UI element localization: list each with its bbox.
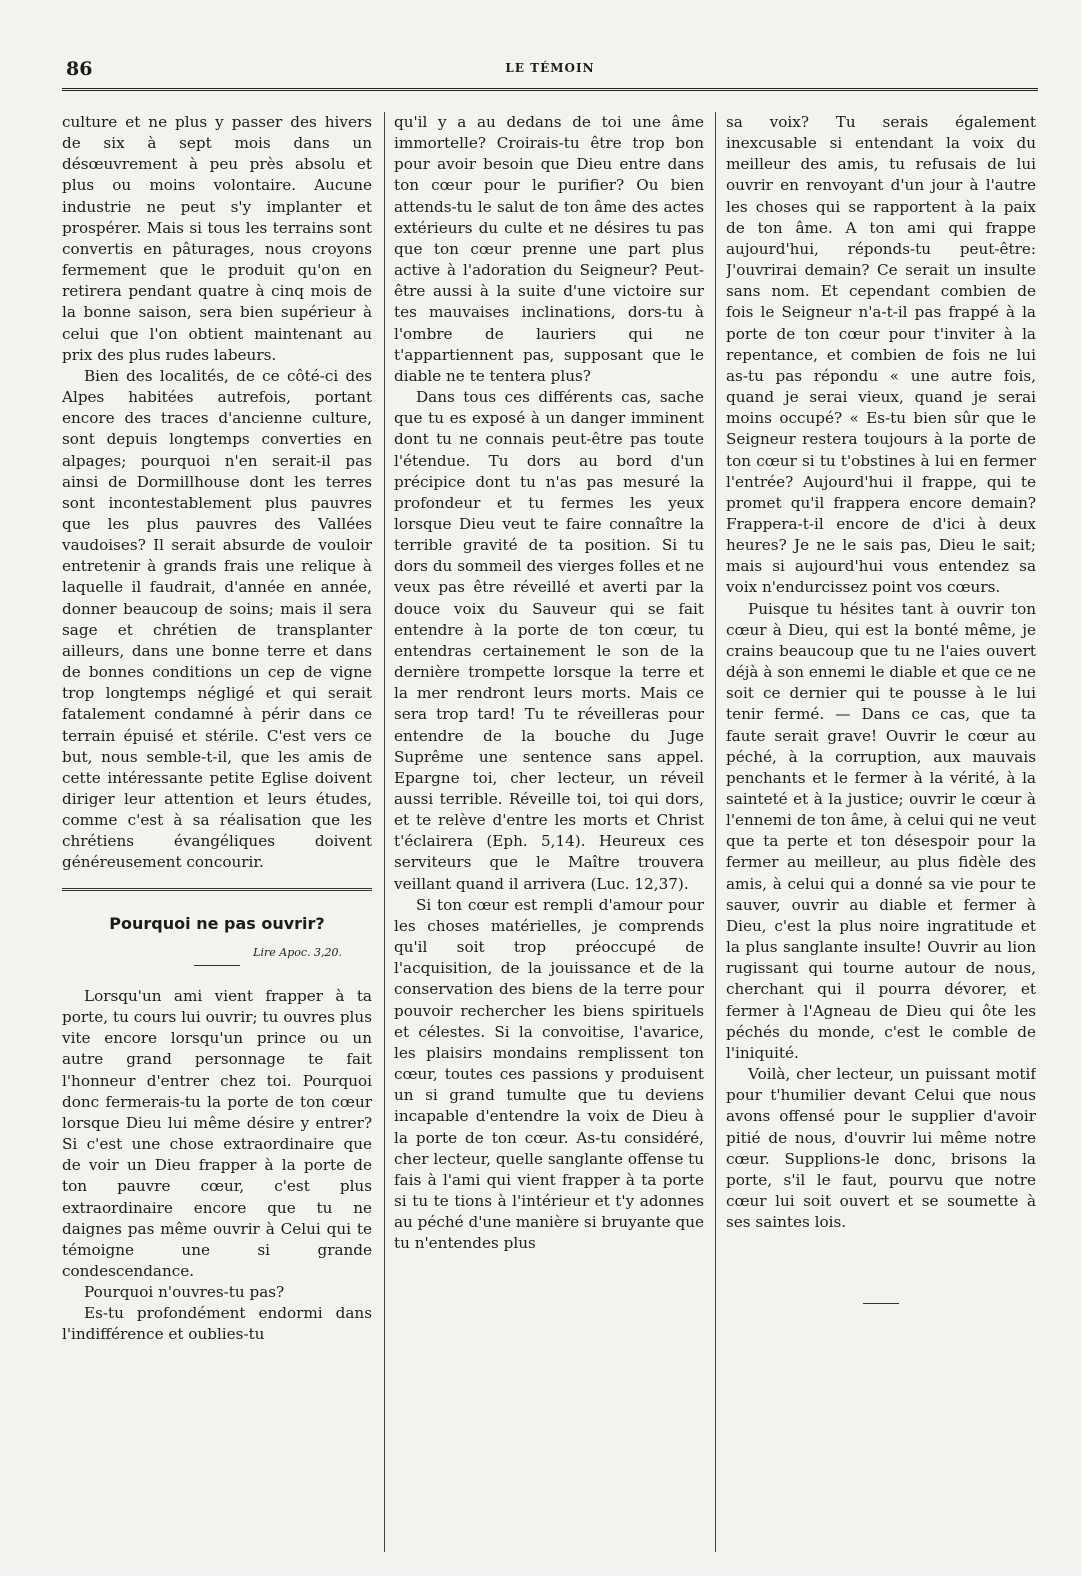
paragraph: Si ton cœur est rempli d'amour pour les choses matérielles, je comprends qu'il soit trop préoccupé de l'acquisition, de la jouissance et de la conservation des biens de la terre pour pouvoir rechercher les biens spirituels et célestes. Si la convoitise, l'avarice, les plaisirs mondains remplissent ton cœur, toutes ces passions y produisent un si grand tumulte que tu deviens incapable d'entendre la voix de Dieu à la porte de ton cœur. As-tu considéré, cher lecteur, quelle sanglante offense tu fais à l'ami qui vient frapper à ta porte si tu te tions à l'intérieur et t'y adonnes au péché d'une manière si bruyante que tu n'entendes plus: [394, 895, 704, 1253]
paragraph: Dans tous ces différents cas, sache que tu es exposé à un danger imminent dont tu ne connais peut-être pas toute l'étendue. Tu dors au bord d'un précipice dont tu n'as pas mesuré la profondeur et tu fermes les yeux lorsque Dieu veut te faire connaître la terrible gravité de ta position. Si tu dors du sommeil des vierges folles et ne veux pas être réveillé et averti par la douce voix du Sauveur qui se fait entendre à la porte de ton cœur, tu entendras certainement le son de la dernière trompette lorsque la terre et la mer rendront leurs morts. Mais ce sera trop tard! Tu te réveilleras pour entendre de la bouche du Juge Suprême une sentence sans appel. Epargne toi, cher lecteur, un réveil aussi terrible. Réveille toi, toi qui dors, et te relève d'entre les morts et Christ t'éclairera (Eph. 5,14). Heureux ces serviteurs que le Maître trouvera veillant quand il arrivera (Luc. 12,37).: [394, 388, 704, 893]
scripture-reference: Lire Apoc. 3,20.: [253, 945, 342, 959]
column-divider: [715, 112, 716, 1552]
paragraph: Pourquoi n'ouvres-tu pas?: [84, 1283, 285, 1302]
column-divider: [384, 112, 385, 1552]
paragraph: sa voix? Tu serais également inexcusable si entendant la voix du meilleur des amis, tu refusais de lui ouvrir en renvoyant d'un jour à l'autre les choses qui se rapportent à la paix de ton âme. A ton ami qui frappe aujourd'hui, réponds-tu peut-être: J'ouvrirai demain? Ce serait un insulte sans nom. Et cependant combien de fois le Seigneur n'a-t-il pas frappé à la porte de ton cœur pour t'inviter à la repentance, et combien de fois ne lui as-tu pas répondu « une autre fois, quand je serai vieux, quand je serai moins occupé? « Es-tu bien sûr que le Seigneur restera toujours à la porte de ton cœur si tu t'obstines à lui en fermer l'entrée? Aujourd'hui il frappe, qui te promet qu'il frappera encore demain? Frappera-t-il encore de d'ici à deux heures? Je ne le sais pas, Dieu le sait; mais si aujourd'hui vous entendez sa voix n'endurcissez point vos cœurs.: [726, 113, 1036, 597]
paragraph: Voilà, cher lecteur, un puissant motif pour t'humilier devant Celui que nous avons offensé pour le supplier d'avoir pitié de nous, d'ouvrir lui même notre cœur. Supplions-le donc, brisons la porte, s'il le faut, pourvu que notre cœur lui soit ouvert et se soumette à ses saintes lois.: [726, 1065, 1036, 1232]
page-number: 86: [66, 58, 93, 80]
paragraph: Puisque tu hésites tant à ouvrir ton cœur à Dieu, qui est la bonté même, je crains beaucoup que tu ne l'aies ouvert déjà à son ennemi le diable et que ce ne soit ce dernier qui te pousse à le lui tenir fermé. — Dans ce cas, que ta faute serait grave! Ouvrir le cœur au péché, à la corruption, aux mauvais penchants et le fermer à la vérité, à la sainteté et à la justice; ouvrir le cœur à l'ennemi de ton âme, à celui qui ne veut que ta perte et ton désespoir pour la fermer au meilleur, au plus fidèle des amis, à celui qui a donné sa vie pour te sauver, ouvrir au diable et fermer à Dieu, c'est la plus noire ingratitude et la plus sanglante insulte! Ouvrir au lion rugissant qui tourne autour de nous, cherchant qui il pourra dévorer, et fermer à l'Agneau de Dieu qui ôte les péchés du monde, c'est le comble de l'iniquité.: [726, 599, 1036, 1062]
paragraph: Bien des localités, de ce côté-ci des Alpes habitées autrefois, portant encore des traces d'ancienne culture, sont depuis longtemps converties en alpages; pourquoi n'en serait-il pas ainsi de Dormillhouse dont les terres sont incontestablement plus pauvres que les plus pauvres des Vallées vaudoises? Il serait absurde de vouloir entretenir à grands frais une relique à laquelle il faudrait, d'année en année, donner beaucoup de soins; mais il sera sage et chrétien de transplanter ailleurs, dans une bonne terre et dans de bonnes conditions un cep de vigne trop longtemps négligé et qui serait fatalement condamné à périr dans ce terrain épuisé et stérile. C'est vers ce but, nous semble-t-il, que les amis de cette intéressante petite Eglise doivent diriger leur attention et leurs études, comme c'est à sa réalisation que les chrétiens évangéliques doivent généreusement concourir.: [62, 366, 372, 872]
paragraph: culture et ne plus y passer des hivers de six à sept mois dans un désœuvrement à peu près absolu et plus ou moins volontaire. Aucune industrie ne peut s'y implanter et prospérer. Mais si tous les terrains sont convertis en pâturages, nous croyons fermement que le produit qu'on en retirera pendant quatre à cinq mois de la bonne saison, sera bien supérieur à celui que l'on obtient maintenant au prix des plus rudes labeurs.: [62, 113, 372, 364]
article-title: Pourquoi ne pas ouvrir?: [109, 913, 325, 933]
end-rule: [863, 1303, 899, 1304]
journal-title: LE TÉMOIN: [505, 61, 595, 75]
column-3: [726, 112, 1036, 1552]
paragraph: qu'il y a au dedans de toi une âme immortelle? Croirais-tu être trop bon pour avoir besoin que Dieu entre dans ton cœur pour le purifier? Ou bien attends-tu le salut de ton âme des actes extérieurs du culte et ne désires tu pas que ton cœur prenne une part plus active à l'adoration du Seigneur? Peut-être aussi à la suite d'une victoire sur tes mauvaises inclinations, dors-tu à l'ombre de lauriers qui ne t'appartiennent pas, supposant que le diable ne te tentera plus?: [394, 113, 704, 385]
column-1: [62, 112, 372, 1552]
paragraph: Es-tu profondément endormi dans l'indifférence et oublies-tu: [62, 1304, 372, 1344]
column-2: [394, 112, 704, 1552]
page-header: [62, 56, 1038, 86]
title-rule: [194, 965, 240, 966]
header-rule: [62, 88, 1038, 91]
article-separator: [62, 888, 372, 891]
paragraph: Lorsqu'un ami vient frapper à ta porte, tu cours lui ouvrir; tu ouvres plus vite encore lorsqu'un prince ou un autre grand personnage te fait l'honneur d'entrer chez toi. Pourquoi donc fermerais-tu la porte de ton cœur lorsque Dieu lui même désire y entrer? Si c'est une chose extraordinaire que de voir un Dieu frapper à la porte de ton pauvre cœur, c'est plus extraordinaire encore que tu ne daignes pas même ouvrir à Celui qui te témoigne une si grande condescendance.: [62, 986, 372, 1280]
